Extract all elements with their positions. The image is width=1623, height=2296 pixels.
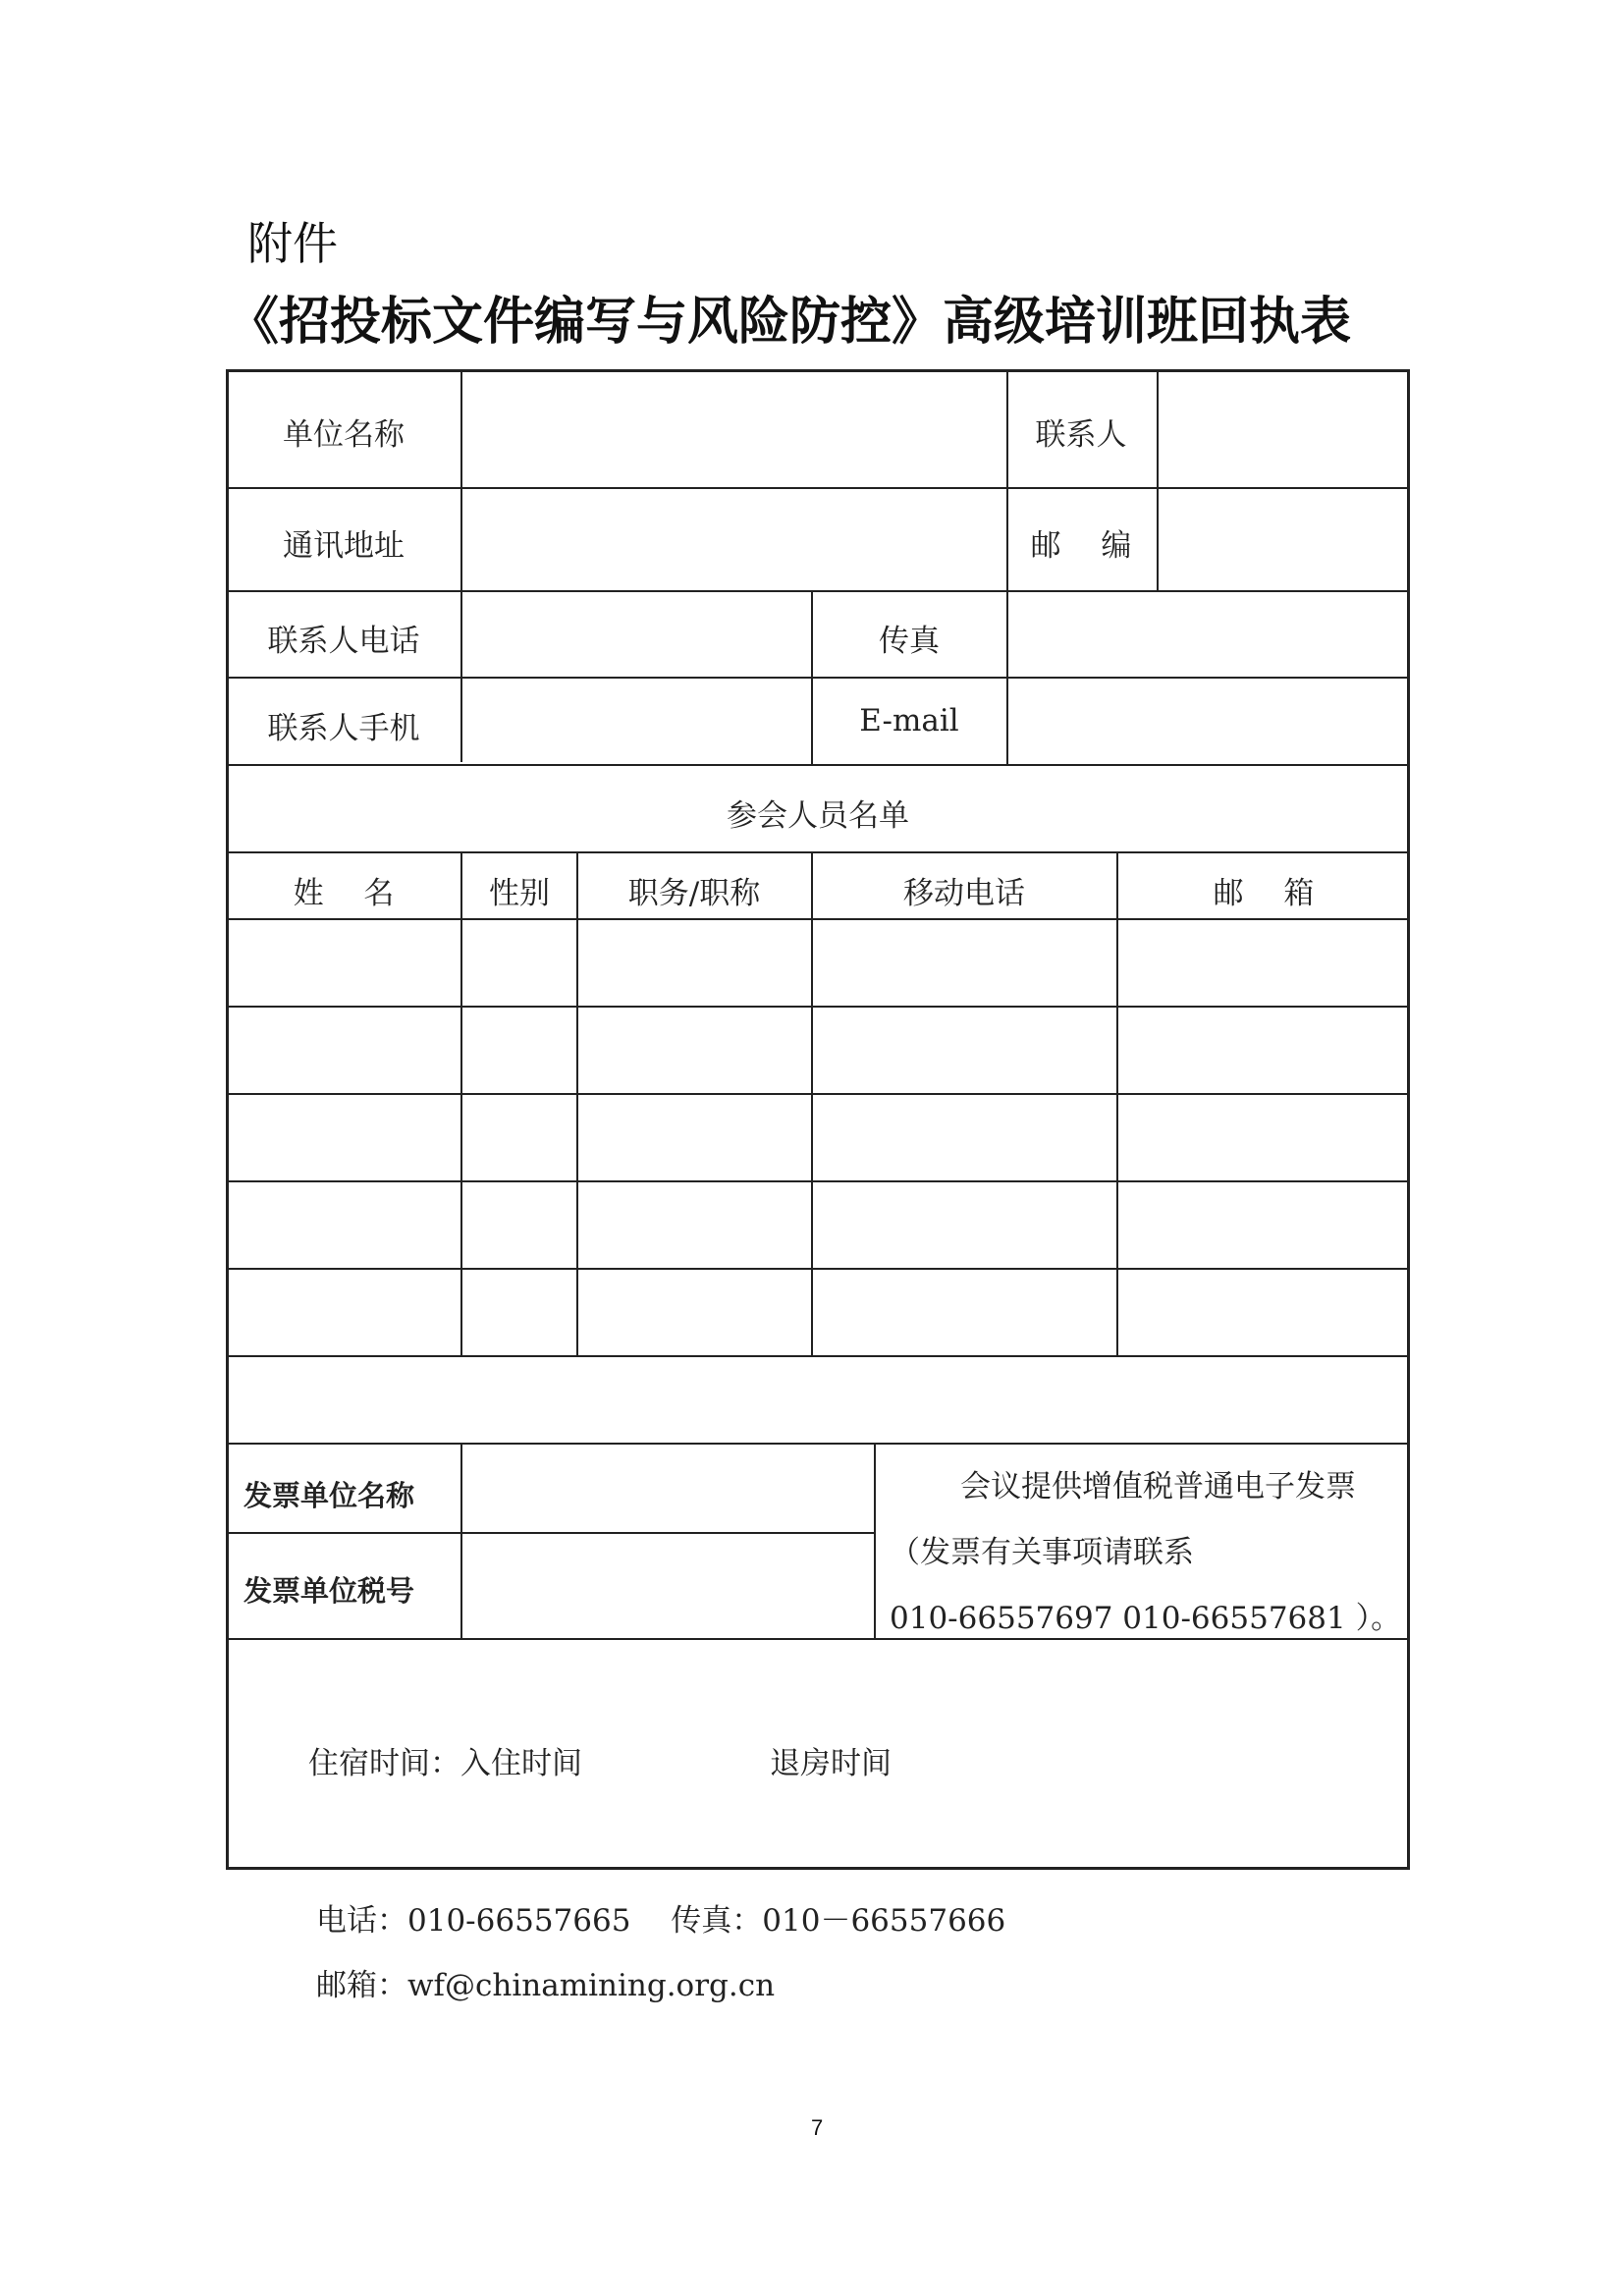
footer-phone-fax: 电话：010-66557665 传真：010－66557666 [316,1903,1006,1939]
col-email-header: 邮 箱 [1213,876,1315,911]
blank-row[interactable] [228,1357,1407,1443]
col-name-header: 姓 名 [293,876,395,911]
table-row[interactable] [228,1270,1407,1355]
attendees-header: 参会人员名单 [727,798,909,834]
col-gender-header: 性别 [489,876,550,911]
email-field[interactable] [1008,679,1407,764]
col-divider [811,590,813,764]
lodging-checkout-label: 退房时间 [770,1746,892,1781]
row-divider [226,764,1410,766]
col-title-header: 职务/职称 [627,876,761,911]
address-label: 通讯地址 [283,528,405,564]
table-row[interactable] [228,1095,1407,1180]
postcode-label: 邮 编 [1030,528,1132,564]
page-number: 7 [811,2115,824,2140]
invoice-unit-name-field[interactable] [462,1445,874,1532]
contact-phone-label: 联系人电话 [267,624,420,659]
row-divider [226,1638,1410,1640]
email-label: E-mail [859,703,959,738]
fax-field[interactable] [1008,592,1407,677]
invoice-note-line3: 010-66557697 010-66557681 ）。 [890,1601,1402,1636]
attachment-label: 附件 [247,217,338,270]
table-row[interactable] [228,920,1407,1006]
page-title: 《招投标文件编写与风险防控》高级培训班回执表 [228,292,1352,352]
contact-label: 联系人 [1035,417,1127,453]
table-row[interactable] [228,1182,1407,1268]
col-mobile-header: 移动电话 [903,876,1025,911]
contact-field[interactable] [1159,372,1407,487]
postcode-field[interactable] [1159,489,1407,590]
invoice-tax-id-field[interactable] [462,1534,874,1638]
table-row[interactable] [228,1008,1407,1093]
invoice-note-line2: （发票有关事项请联系 [890,1535,1194,1570]
contact-mobile-field[interactable] [462,679,811,764]
unit-name-field[interactable] [462,372,1006,487]
fax-label: 传真 [879,624,940,659]
col-divider [874,1443,876,1639]
invoice-note-line1: 会议提供增值税普通电子发票 [960,1469,1356,1504]
unit-name-label: 单位名称 [283,417,405,453]
contact-mobile-label: 联系人手机 [267,711,420,746]
contact-phone-field[interactable] [462,592,811,677]
footer-email: 邮箱：wf@chinamining.org.cn [316,1968,776,2003]
address-field[interactable] [462,489,1006,590]
invoice-tax-id-label: 发票单位税号 [243,1574,415,1608]
col-divider [1006,369,1008,591]
row-divider [226,851,1410,853]
lodging-checkin-label: 住宿时间：入住时间 [308,1746,582,1781]
invoice-unit-name-label: 发票单位名称 [243,1479,415,1512]
